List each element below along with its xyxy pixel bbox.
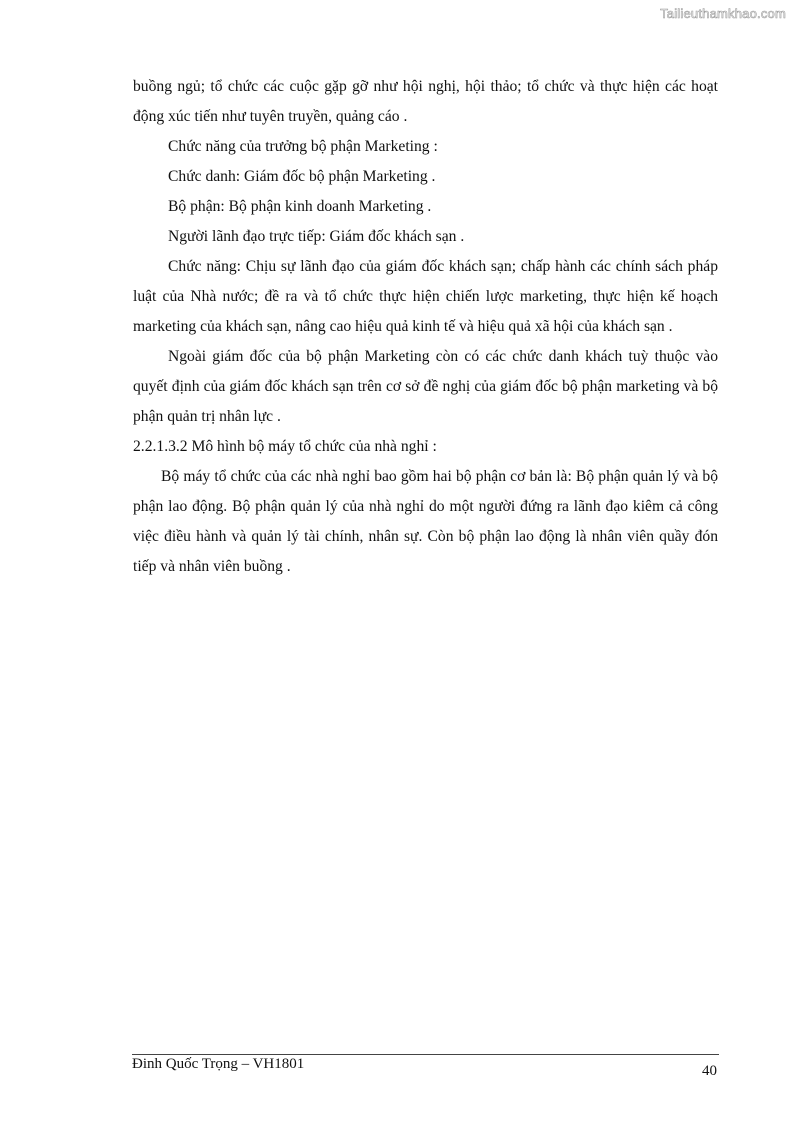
paragraph-other-titles: Ngoài giám đốc của bộ phận Marketing còn có các chức danh khách tuỳ thuộc vào quyết định của giám đốc khách sạn trên cơ sở đề nghị của giám đốc bộ phận marketing và bộ phận quản trị nhân lực . [133, 348, 718, 425]
paragraph-function: Chức năng: Chịu sự lãnh đạo của giám đốc khách sạn; chấp hành các chính sách pháp luật của Nhà nước; đề ra và tổ chức thực hiện chiến lược marketing, thực hiện kế hoạch marketing của khách sạn, nâng cao hiệu quả kinh tế và hiệu quả xã hội của khách sạn . [133, 258, 718, 335]
footer-divider [132, 1054, 719, 1055]
section-heading: 2.2.1.3.2 Mô hình bộ máy tổ chức của nhà nghỉ : [133, 438, 437, 455]
document-body [133, 72, 718, 582]
paragraph-continuation: buồng ngủ; tổ chức các cuộc gặp gỡ như hội nghị, hội thảo; tổ chức và thực hiện các hoạt động xúc tiến như tuyên truyền, quảng cáo . [133, 78, 718, 125]
paragraph-marketing-head-function: Chức năng của trưởng bộ phận Marketing : [168, 138, 438, 155]
paragraph-guesthouse-structure: Bộ máy tổ chức của các nhà nghỉ bao gồm hai bộ phận cơ bản là: Bộ phận quản lý và bộ phận lao động. Bộ phận quản lý của nhà nghỉ do một người đứng ra lãnh đạo kiêm cả công việc điều hành và quản lý tài chính, nhân sự. Còn bộ phận lao động là nhân viên quầy đón tiếp và nhân viên buồng . [133, 468, 718, 575]
paragraph-department: Bộ phận: Bộ phận kinh doanh Marketing . [168, 198, 432, 215]
watermark: Tailieuthamkhao.com [660, 6, 786, 21]
page-number: 40 [702, 1063, 717, 1079]
paragraph-direct-leader: Người lãnh đạo trực tiếp: Giám đốc khách sạn . [168, 228, 465, 245]
paragraph-title: Chức danh: Giám đốc bộ phận Marketing . [168, 168, 436, 185]
footer-author: Đinh Quốc Trọng – VH1801 [132, 1056, 305, 1072]
